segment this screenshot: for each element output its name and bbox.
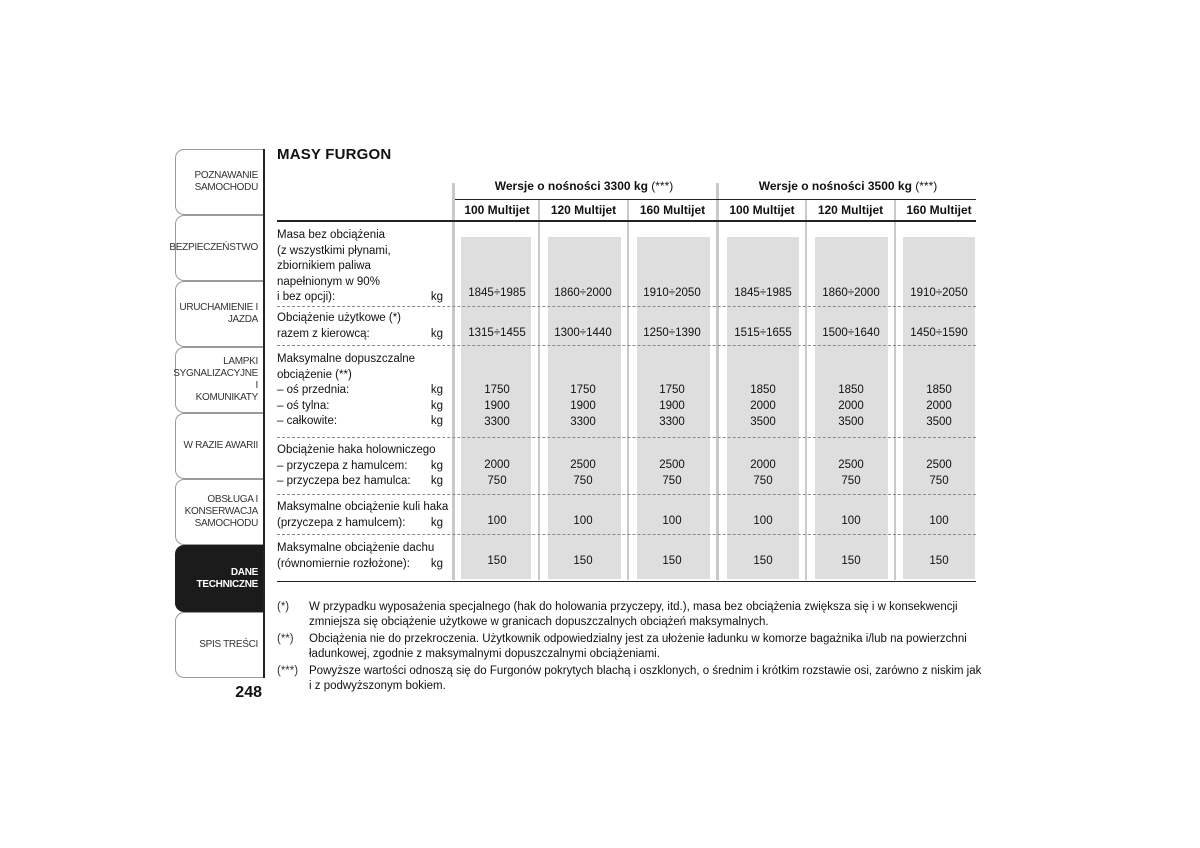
footnote-text: W przypadku wyposażenia specjalnego (hak do holowania przyczepy, itd.), masa bez obciążenia zwiększa się i w konsekwencji zmniejsza się obciążenie użytkowe w granicach dopuszczalnych obciążeń maksymalnych.	[309, 601, 958, 628]
value-cell: 100	[753, 515, 773, 527]
group-heading-3300: Wersje o nośności 3300 kg (***)	[494, 179, 674, 193]
row-divider	[277, 494, 976, 495]
row-divider	[277, 437, 976, 438]
row-label-text: napełnionym w 90%	[277, 275, 380, 288]
unit-label: kg	[430, 384, 443, 396]
value-cell: 2500 750	[570, 459, 596, 487]
unit-label: kg	[430, 291, 443, 303]
column-divider	[894, 200, 896, 580]
tab-uruchamienie-i-jazda[interactable]: URUCHAMIENIE I JAZDA	[175, 281, 264, 347]
row-label-text: – przyczepa bez hamulca:	[277, 475, 411, 487]
table-bottom-rule	[277, 581, 976, 582]
row-label-line	[277, 244, 445, 260]
row-label-text: – przyczepa z hamulcem:	[277, 459, 408, 472]
footnote-text: Obciążenia nie do przekroczenia. Użytkownik odpowiedzialny jest za ułożenie ładunku w komorze bagażnika i/lub na powierzchni ładunkowej, zgodnie z maksymalnymi dopuszczalnymi obciążeniami.	[309, 633, 967, 660]
unit-label: kg	[430, 516, 443, 529]
row-divider	[277, 534, 976, 535]
tab-spis-tresci[interactable]: SPIS TREŚCI	[175, 612, 264, 678]
header-rule	[277, 220, 976, 222]
value-cell: 100	[929, 515, 949, 527]
tab-bezpieczenstwo[interactable]: BEZPIECZEŃSTWO	[175, 215, 264, 281]
tab-obsluga-i-konserwacja[interactable]: OBSŁUGA I KONSERWACJA SAMOCHODU	[175, 479, 264, 545]
row-label-text: Maksymalne dopuszczalne	[277, 353, 416, 365]
unit-label: kg	[430, 475, 443, 487]
value-cell: 150	[662, 555, 682, 567]
row-label-line	[277, 368, 445, 384]
value-cell: 150	[929, 555, 949, 567]
value-cell: 1850 2000 3500	[838, 384, 864, 428]
value-cell: 1315÷1455	[468, 327, 526, 339]
row-label-line	[277, 352, 445, 368]
row-label-line	[277, 383, 445, 399]
footnote-text: Powyższe wartości odnoszą się do Furgonów pokrytych blachą i oszklonych, o średnim i krótkim rozstawie osi, zarówno z niskim jak i z podwyższonym bokiem.	[309, 665, 982, 692]
value-cell: 2500 750	[838, 459, 864, 487]
value-cell: 1845÷1985	[734, 287, 792, 299]
row-label	[277, 352, 445, 430]
page-number: 248	[235, 684, 262, 701]
row-divider	[277, 345, 976, 346]
row-label-line	[277, 311, 445, 327]
value-cell: 150	[841, 555, 861, 567]
row-label-line	[277, 443, 445, 459]
column-divider	[452, 183, 455, 580]
row-label-text: Maksymalne obciążenie kuli haka	[277, 501, 449, 513]
value-cell: 1845÷1985	[468, 287, 526, 299]
row-label	[277, 443, 445, 490]
unit-label: kg	[430, 327, 443, 340]
column-divider	[716, 183, 719, 580]
row-label-text: Obciążenie haka holowniczego	[277, 444, 436, 456]
row-label-text: Masa bez obciążenia	[277, 229, 386, 241]
value-cell: 1850 2000 3500	[750, 384, 776, 428]
row-label-line	[277, 259, 445, 275]
value-cell: 1500÷1640	[822, 327, 880, 339]
row-label-text: (równomiernie rozłożone):	[277, 557, 410, 570]
value-cell: 150	[753, 555, 773, 567]
row-divider	[277, 306, 976, 307]
tab-dane-techniczne[interactable]: DANE TECHNICZNE	[175, 545, 264, 612]
chapter-tabs	[169, 149, 264, 678]
row-label-line	[277, 557, 445, 573]
value-cell: 2000 750	[750, 459, 776, 487]
column-heading: 160 Multijet	[906, 203, 972, 217]
value-cell: 100	[662, 515, 682, 527]
value-cell: 1860÷2000	[554, 287, 612, 299]
value-cell: 1750 1900 3300	[484, 384, 510, 428]
row-label-text: Obciążenie użytkowe (*)	[277, 312, 401, 324]
row-label-line	[277, 541, 445, 557]
tab-lampki-sygnalizacyjne[interactable]: LAMPKI SYGNALIZACYJNE I KOMUNIKATY	[175, 347, 264, 413]
value-cell: 1250÷1390	[643, 327, 701, 339]
tab-poznawanie-samochodu[interactable]: POZNAWANIE SAMOCHODU	[175, 149, 264, 215]
footnote	[277, 664, 987, 694]
row-label-line	[277, 399, 445, 415]
value-cell: 1850 2000 3500	[926, 384, 952, 428]
column-heading: 100 Multijet	[464, 203, 530, 217]
row-label	[277, 500, 449, 531]
value-cell: 1910÷2050	[643, 287, 701, 299]
column-heading: 160 Multijet	[639, 203, 706, 217]
row-label-text: – całkowite:	[277, 415, 338, 427]
column-divider	[538, 200, 540, 580]
unit-label: kg	[430, 399, 443, 412]
value-cell: 150	[573, 555, 593, 567]
row-label-line	[277, 516, 445, 532]
row-label-text: Maksymalne obciążenie dachu	[277, 542, 435, 554]
row-label-line	[277, 327, 445, 343]
value-cell: 1750 1900 3300	[570, 384, 596, 428]
value-cell: 1450÷1590	[910, 327, 968, 339]
header-rule	[455, 199, 976, 200]
row-label-text: – oś przednia:	[277, 384, 350, 396]
footnote-mark: (*)	[277, 601, 290, 613]
row-label	[277, 228, 445, 306]
column-divider	[805, 200, 807, 580]
tabs-divider	[263, 149, 265, 678]
unit-label: kg	[430, 557, 443, 570]
row-label-text: obciążenie (**)	[277, 368, 352, 381]
value-cell: 1750 1900 3300	[659, 384, 685, 428]
value-cell: 2500 750	[659, 459, 685, 487]
row-label-line	[277, 459, 445, 475]
footnotes	[277, 600, 987, 696]
value-cell: 150	[487, 555, 507, 567]
row-label-text: razem z kierowcą:	[277, 327, 370, 340]
value-cell: 100	[487, 515, 507, 527]
row-label-text: zbiornikiem paliwa	[277, 260, 371, 272]
value-cell: 1515÷1655	[734, 327, 792, 339]
footnote-mark: (***)	[277, 665, 299, 677]
footnote	[277, 632, 987, 662]
row-label-line	[277, 500, 449, 516]
column-heading: 120 Multijet	[817, 203, 884, 217]
value-cell: 100	[573, 515, 593, 527]
section-title: MASY FURGON	[277, 146, 392, 163]
value-cell: 1910÷2050	[910, 287, 968, 299]
value-cell: 2000 750	[484, 459, 510, 487]
row-label-text: (przyczepa z hamulcem):	[277, 516, 406, 529]
row-label-text: (z wszystkimi płynami,	[277, 244, 391, 257]
footnote	[277, 600, 987, 630]
row-label-line	[277, 228, 445, 244]
footnote-mark: (**)	[277, 633, 294, 645]
column-divider	[627, 200, 629, 580]
value-cell: 2500 750	[926, 459, 952, 487]
row-label-line	[277, 275, 445, 291]
tab-w-razie-awarii[interactable]: W RAZIE AWARII	[175, 413, 264, 479]
value-cell: 100	[841, 515, 861, 527]
value-cell: 1300÷1440	[554, 327, 612, 339]
group-heading-3500: Wersje o nośności 3500 kg (***)	[758, 179, 938, 193]
row-label-line	[277, 290, 445, 306]
column-heading: 100 Multijet	[729, 203, 795, 217]
unit-label: kg	[430, 459, 443, 472]
row-label	[277, 311, 445, 342]
column-heading: 120 Multijet	[550, 203, 617, 217]
row-label-line	[277, 414, 445, 430]
row-label-text: i bez opcji):	[277, 291, 336, 303]
row-label	[277, 541, 445, 572]
row-label-line	[277, 474, 445, 490]
unit-label: kg	[430, 415, 443, 427]
value-cell: 1860÷2000	[822, 287, 880, 299]
row-label-text: – oś tylna:	[277, 399, 330, 412]
